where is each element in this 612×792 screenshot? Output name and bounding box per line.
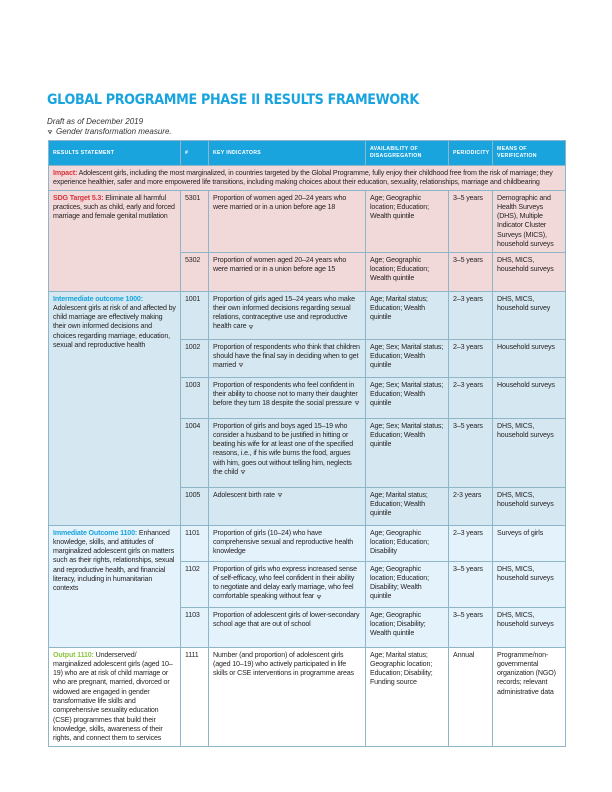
indicator-text-value: Adolescent birth rate <box>213 490 275 499</box>
indicator-text-value: Proportion of girls and boys aged 15–19 who consider a husband to be justified in hitting or beating his wife for at least one of the specified reasons, i.e., if his wife burns the food, argues with him, goes out without telling him, neglects the child <box>213 421 353 477</box>
availability-cell: Age; Sex; Marital status; Education; Wealth quintile <box>366 418 449 487</box>
gender-transformation-icon <box>47 129 53 135</box>
indicator-number: 1111 <box>181 647 209 746</box>
periodicity-cell: 3–5 years <box>449 561 493 607</box>
periodicity-cell: 3–5 years <box>449 607 493 647</box>
availability-cell: Age; Marital status; Education; Wealth quintile <box>366 291 449 339</box>
output-1110-statement <box>49 647 181 746</box>
periodicity-cell: 2–3 years <box>449 339 493 377</box>
availability-cell: Age; Sex; Marital status; Education; Wealth quintile <box>366 339 449 377</box>
periodicity-cell: 2-3 years <box>449 487 493 525</box>
indicator-number: 1004 <box>181 418 209 487</box>
periodicity-cell: 3–5 years <box>449 418 493 487</box>
availability-cell: Age; Geographic location; Education; Disability; Wealth quintile <box>366 561 449 607</box>
availability-cell: Age; Marital status; Education; Wealth quintile <box>366 487 449 525</box>
table-row <box>49 525 566 561</box>
output-1110-text: Underserved/ marginalized adolescent girls (aged 10–19) who are at risk of child marriage or who are pregnant, married, divorced or widowed are engaged in gender transformative life skills and comprehensive sexuality education (CSE) programmes that build their knowledge, skills, awareness of their rights, and connect them to services <box>53 650 173 743</box>
indicator-text <box>209 561 366 607</box>
means-cell: DHS, MICS, household surveys <box>493 561 566 607</box>
means-cell: Surveys of girls <box>493 525 566 561</box>
table-header-row <box>49 141 566 166</box>
header-means-of-verification: MEANS OF VERIFICATION <box>493 141 566 166</box>
sdg-target-label: SDG Target 5.3: <box>53 193 104 202</box>
indicator-text <box>209 377 366 418</box>
means-cell: Demographic and Health Surveys (DHS), Multiple Indicator Cluster Surveys (MICS), household surveys <box>493 190 566 252</box>
indicator-number: 1001 <box>181 291 209 339</box>
intermediate-outcome-1000-label: Intermediate outcome 1000: <box>53 294 143 303</box>
availability-cell: Age; Marital status; Geographic location; Education; Disability; Funding source <box>366 647 449 746</box>
periodicity-cell: 2–3 years <box>449 525 493 561</box>
table-row <box>49 291 566 339</box>
header-availability: AVAILABILITY OF DISAGGREGATION <box>366 141 449 166</box>
output-1110-label: Output 1110: <box>53 650 94 659</box>
means-cell: DHS, MICS, household surveys <box>493 607 566 647</box>
periodicity-cell: 2–3 years <box>449 377 493 418</box>
header-periodicity: PERIODICITY <box>449 141 493 166</box>
indicator-number: 1003 <box>181 377 209 418</box>
sdg-target-statement <box>49 190 181 291</box>
impact-statement <box>49 166 566 191</box>
impact-text: Adolescent girls, including the most marginalized, in countries targeted by the Global Programme, fully enjoy their childhood free from the risk of marriage; they experience healthier, safer and more empowered life transitions, including making choices about their education, sexuality, relationships, marriage and childbearing <box>53 169 553 187</box>
periodicity-cell: Annual <box>449 647 493 746</box>
indicator-text <box>209 418 366 487</box>
impact-row <box>49 166 566 191</box>
header-key-indicators: KEY INDICATORS <box>209 141 366 166</box>
gender-note-text: Gender transformation measure. <box>56 127 172 136</box>
gender-transformation-icon <box>354 400 360 406</box>
periodicity-cell: 3–5 years <box>449 190 493 252</box>
indicator-number: 1103 <box>181 607 209 647</box>
gender-transformation-icon <box>240 469 246 475</box>
indicator-text-value: Proportion of girls who express increased sense of self-efficacy, who feel confident in their ability to negotiate and delay early marriage, who feel comfortable speaking without fear <box>213 564 357 601</box>
indicator-text-value: Proportion of girls aged 15–24 years who make their own informed decisions regarding sexual relations, contraceptive use and reproductive health care <box>213 294 355 331</box>
indicator-number: 1102 <box>181 561 209 607</box>
indicator-text <box>209 339 366 377</box>
indicator-text: Proportion of women aged 20–24 years who were married or in a union before age 18 <box>209 190 366 252</box>
impact-label: Impact: <box>53 169 78 177</box>
availability-cell: Age; Geographic location; Education; Disability <box>366 525 449 561</box>
indicator-text <box>209 291 366 339</box>
periodicity-cell: 3–5 years <box>449 252 493 291</box>
gender-transformation-icon <box>238 362 244 368</box>
indicator-text-value: Proportion of respondents who think that children should have the final say in deciding when to get married <box>213 342 360 370</box>
indicator-text: Proportion of girls (10–24) who have comprehensive sexual and reproductive health knowledge <box>209 525 366 561</box>
indicator-text-value: Proportion of respondents who feel confident in their ability to choose not to marry their daughter before they turn 18 despite the social pressure <box>213 380 358 408</box>
availability-cell: Age; Geographic location; Education; Wealth quintile <box>366 190 449 252</box>
availability-cell: Age; Geographic location; Disability; Wealth quintile <box>366 607 449 647</box>
indicator-number: 5302 <box>181 252 209 291</box>
table-row <box>49 190 566 252</box>
indicator-number: 1101 <box>181 525 209 561</box>
means-cell: DHS, MICS, household surveys <box>493 252 566 291</box>
gender-transformation-icon <box>248 324 254 330</box>
sdg-target-text: Eliminate all harmful practices, such as child, early and forced marriage and female genital mutilation <box>53 193 175 221</box>
means-cell: Household surveys <box>493 377 566 418</box>
indicator-text <box>209 487 366 525</box>
means-cell: DHS, MICS, household survey <box>493 291 566 339</box>
header-results-statement: RESULTS STATEMENT <box>49 141 181 166</box>
means-cell: Household surveys <box>493 339 566 377</box>
page-title: GLOBAL PROGRAMME PHASE II RESULTS FRAMEWORK <box>47 92 419 108</box>
indicator-number: 1005 <box>181 487 209 525</box>
indicator-number: 1002 <box>181 339 209 377</box>
header-number: # <box>181 141 209 166</box>
immediate-outcome-1100-label: Immediate Outcome 1100: <box>53 528 138 537</box>
indicator-text: Number (and proportion) of adolescent girls (aged 10–19) who actively participated in life skills or CSE interventions in programme areas <box>209 647 366 746</box>
gender-transformation-icon <box>316 594 322 600</box>
table-row <box>49 647 566 746</box>
indicator-number: 5301 <box>181 190 209 252</box>
intermediate-outcome-1000-text: Adolescent girls at risk of and affected by child marriage are effectively making their own informed decisions and choices regarding marriage, education, sexual and reproductive health <box>53 303 176 350</box>
immediate-outcome-1100-text: Enhanced knowledge, skills, and attitudes of marginalized adolescent girls on matters such as their rights, relationships, sexual and reproductive health, and financial literacy, including in humanitarian contexts <box>53 528 175 593</box>
availability-cell: Age; Geographic location; Education; Wealth quintile <box>366 252 449 291</box>
results-framework-table <box>48 140 566 747</box>
intermediate-outcome-1000-statement <box>49 291 181 525</box>
periodicity-cell: 2–3 years <box>449 291 493 339</box>
means-cell: Programme/non-governmental organization (NGO) records; relevant administrative data <box>493 647 566 746</box>
draft-note: Draft as of December 2019 <box>47 117 144 126</box>
indicator-text: Proportion of adolescent girls of lower-secondary school age that are out of school <box>209 607 366 647</box>
immediate-outcome-1100-statement <box>49 525 181 647</box>
gender-transformation-icon <box>277 492 283 498</box>
means-cell: DHS, MICS, household surveys <box>493 487 566 525</box>
indicator-text: Proportion of women aged 20–24 years who were married or in a union before age 15 <box>209 252 366 291</box>
means-cell: DHS, MICS, household surveys <box>493 418 566 487</box>
availability-cell: Age; Sex; Marital status; Education; Wealth quintile <box>366 377 449 418</box>
gender-note <box>47 127 172 136</box>
